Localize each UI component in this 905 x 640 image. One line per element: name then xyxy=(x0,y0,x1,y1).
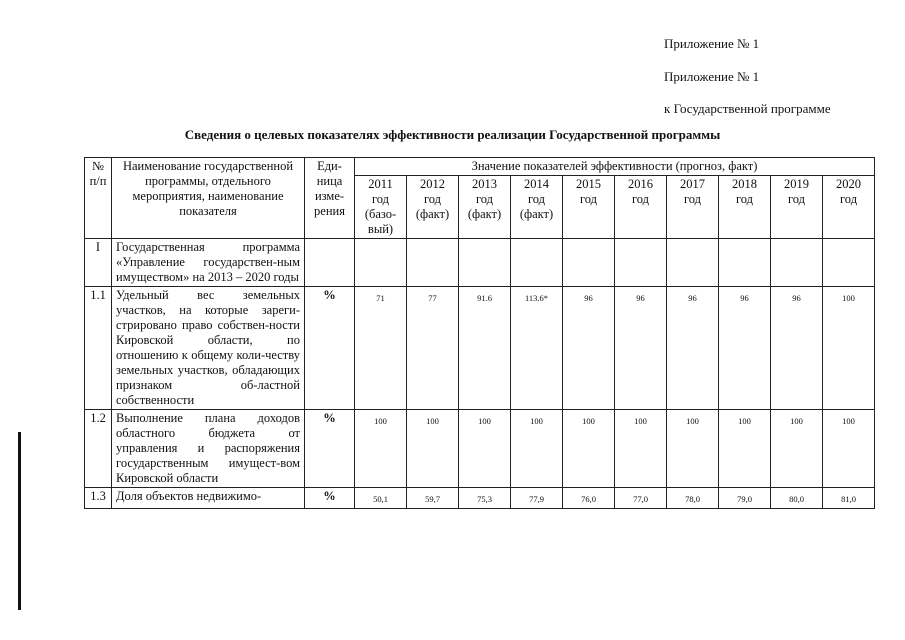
year-label: 2014 xyxy=(524,177,549,191)
margin-binding-line xyxy=(18,432,21,610)
col-header-year xyxy=(719,176,771,239)
year-label: 2012 xyxy=(420,177,445,191)
row-value: 77,0 xyxy=(615,488,667,509)
col-header-year xyxy=(771,176,823,239)
row-indicator-name: Выполнение плана доходов областного бюджета от управления и распоряжения государственным имущест-вом Кировской области xyxy=(112,410,305,488)
row-value: 76,0 xyxy=(563,488,615,509)
row-value xyxy=(511,239,563,287)
row-number: I xyxy=(85,239,112,287)
row-unit: % xyxy=(305,410,355,488)
row-indicator-name: Государственная программа «Управление государствен-ным имуществом» на 2013 – 2020 годы xyxy=(112,239,305,287)
row-value: 100 xyxy=(823,410,875,488)
year-sub-label: год (базо-вый) xyxy=(364,192,397,236)
col-header-year xyxy=(511,176,563,239)
col-header-year xyxy=(407,176,459,239)
appendix-label-2: Приложение № 1 xyxy=(664,69,760,84)
year-sub-label: год xyxy=(735,192,754,206)
year-sub-label: год xyxy=(579,192,598,206)
row-value xyxy=(407,239,459,287)
year-label: 2018 xyxy=(732,177,757,191)
row-value: 100 xyxy=(771,410,823,488)
row-value: 100 xyxy=(615,410,667,488)
row-value xyxy=(771,239,823,287)
year-label: 2015 xyxy=(576,177,601,191)
year-sub-label: год (факт) xyxy=(467,192,502,221)
row-value: 100 xyxy=(563,410,615,488)
row-value: 77 xyxy=(407,287,459,410)
row-value: 75,3 xyxy=(459,488,511,509)
appendix-to-program: к Государственной программе xyxy=(664,101,831,116)
row-value: 96 xyxy=(771,287,823,410)
year-sub-label: год (факт) xyxy=(415,192,450,221)
col-header-values: Значение показателей эффективности (прогноз, факт) xyxy=(355,158,875,176)
row-value xyxy=(459,239,511,287)
row-value xyxy=(667,239,719,287)
row-number: 1.3 xyxy=(85,488,112,509)
header-row-1 xyxy=(85,158,875,176)
row-value: 100 xyxy=(355,410,407,488)
year-sub-label: год xyxy=(631,192,650,206)
year-label: 2016 xyxy=(628,177,653,191)
row-value: 80,0 xyxy=(771,488,823,509)
row-value: 96 xyxy=(563,287,615,410)
row-value: 79,0 xyxy=(719,488,771,509)
row-unit: % xyxy=(305,287,355,410)
table-row xyxy=(85,410,875,488)
row-value: 100 xyxy=(511,410,563,488)
table-row xyxy=(85,239,875,287)
row-indicator-name: Удельный вес земельных участков, на которые зареги-стрировано право собствен-ности Кировской области, по отношению к общему коли-честву земельных участков, обладающих признаком об-ластной собственности xyxy=(112,287,305,410)
year-label: 2011 xyxy=(368,177,393,191)
row-number: 1.2 xyxy=(85,410,112,488)
row-unit: % xyxy=(305,488,355,509)
col-header-num: № п/п xyxy=(85,158,112,239)
col-header-year xyxy=(563,176,615,239)
row-value: 100 xyxy=(823,287,875,410)
row-value: 113.6* xyxy=(511,287,563,410)
row-value: 100 xyxy=(719,410,771,488)
row-value xyxy=(823,239,875,287)
year-label: 2020 xyxy=(836,177,862,191)
row-value: 91.6 xyxy=(459,287,511,410)
indicators-table xyxy=(84,157,875,509)
row-value xyxy=(719,239,771,287)
row-unit xyxy=(305,239,355,287)
year-label: 2013 xyxy=(472,177,497,191)
row-value: 96 xyxy=(719,287,771,410)
row-value: 59,7 xyxy=(407,488,459,509)
year-label: 2019 xyxy=(784,177,809,191)
row-value: 96 xyxy=(615,287,667,410)
row-value: 81,0 xyxy=(823,488,875,509)
row-value: 96 xyxy=(667,287,719,410)
year-sub-label: год (факт) xyxy=(519,192,554,221)
row-indicator-name: Доля объектов недвижимо- xyxy=(112,488,305,509)
document-title: Сведения о целевых показателях эффективности реализации Государственной программы xyxy=(184,127,721,142)
col-header-year xyxy=(355,176,407,239)
row-value: 78,0 xyxy=(667,488,719,509)
row-value: 71 xyxy=(355,287,407,410)
col-header-year xyxy=(823,176,875,239)
row-value: 77,9 xyxy=(511,488,563,509)
year-label: 2017 xyxy=(680,177,705,191)
col-header-year xyxy=(615,176,667,239)
row-value xyxy=(615,239,667,287)
appendix-label-1: Приложение № 1 xyxy=(664,36,760,51)
col-header-unit: Еди-ница изме-рения xyxy=(305,158,355,239)
col-header-year xyxy=(459,176,511,239)
col-header-name: Наименование государственной программы, отдельного мероприятия, наименование показателя xyxy=(112,158,305,239)
row-value: 100 xyxy=(459,410,511,488)
year-sub-label: год xyxy=(683,192,702,206)
table-row xyxy=(85,287,875,410)
row-value: 100 xyxy=(667,410,719,488)
col-header-year xyxy=(667,176,719,239)
year-sub-label: год xyxy=(787,192,806,206)
row-value: 100 xyxy=(407,410,459,488)
row-number: 1.1 xyxy=(85,287,112,410)
row-value xyxy=(355,239,407,287)
row-value xyxy=(563,239,615,287)
table-row xyxy=(85,488,875,509)
row-value: 50,1 xyxy=(355,488,407,509)
year-sub-label: год xyxy=(839,192,858,206)
